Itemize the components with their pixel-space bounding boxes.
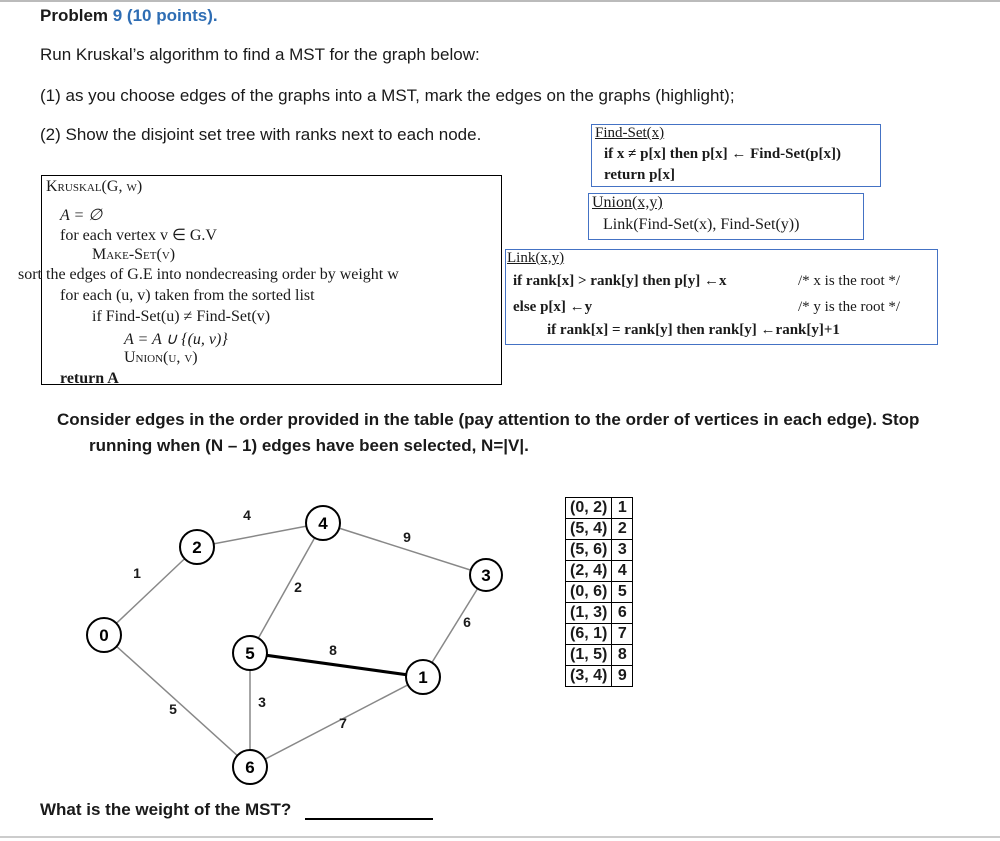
node-3-label: 3 [481, 566, 491, 585]
node-1-label: 1 [418, 668, 428, 687]
edge-order-cell: 3 [612, 540, 633, 561]
edge-cell: (5, 6) [566, 540, 612, 561]
edge-2-4 [197, 523, 323, 547]
link-comment-1: /* x is the root */ [798, 273, 901, 289]
edge-table-row [566, 498, 633, 519]
intro-line-2: (1) as you choose edges of the graphs into a MST, mark the edges on the graphs (highlight); [40, 86, 735, 105]
edge-order-cell: 2 [612, 519, 633, 540]
find-set-title: Find-Set(x) [595, 125, 665, 141]
edge-order-table [565, 497, 633, 687]
edge-weight-label: 9 [403, 529, 411, 545]
kruskal-line-7: A = A ∪ {(u, v)} [124, 331, 228, 348]
edge-weight-label: 4 [243, 507, 251, 523]
edge-weight-label: 1 [133, 565, 141, 581]
edge-order-cell: 1 [612, 498, 633, 519]
union-line-1: Link(Find-Set(x), Find-Set(y)) [603, 216, 800, 233]
intro-line-1: Run Kruskal’s algorithm to find a MST for the graph below: [40, 45, 480, 64]
edge-cell: (0, 6) [566, 582, 612, 603]
edge-order-cell: 7 [612, 624, 633, 645]
edge-order-cell: 8 [612, 645, 633, 666]
edge-0-6 [104, 635, 250, 767]
graph-figure [0, 490, 560, 790]
bottom-rule [0, 836, 1000, 838]
link-line-1: if rank[x] > rank[y] then p[y] ←x [513, 273, 727, 289]
node-2-label: 2 [192, 538, 202, 557]
edge-table-row [566, 666, 633, 687]
mst-weight-question: What is the weight of the MST? [40, 800, 292, 819]
edge-cell: (2, 4) [566, 561, 612, 582]
edge-order-cell: 9 [612, 666, 633, 687]
instructions [57, 407, 957, 459]
kruskal-line-1: A = ∅ [60, 207, 103, 224]
node-6-label: 6 [245, 758, 255, 777]
kruskal-line-2: for each vertex v ∈ G.V [60, 227, 217, 244]
edge-weight-label: 8 [329, 642, 337, 658]
problem-heading [40, 6, 218, 26]
kruskal-line-3: Make-Set(v) [92, 246, 176, 263]
link-box [505, 249, 938, 345]
instructions-line-1: Consider edges in the order provided in the table (pay attention to the order of vertices in each edge). Stop [57, 410, 920, 429]
edge-cell: (3, 4) [566, 666, 612, 687]
instructions-line-2: running when (N – 1) edges have been selected, N=|V|. [89, 436, 529, 455]
kruskal-line-9: return A [60, 370, 119, 387]
union-title: Union(x,y) [592, 194, 663, 211]
edge-6-1 [250, 677, 423, 767]
problem-label: Problem [40, 6, 113, 25]
edge-table-row [566, 645, 633, 666]
find-set-box [591, 124, 881, 187]
kruskal-pseudocode [18, 175, 502, 387]
link-comment-2: /* y is the root */ [798, 299, 901, 315]
kruskal-line-5: for each (u, v) taken from the sorted list [60, 287, 315, 304]
edge-weight-label: 7 [339, 715, 347, 731]
edge-cell: (6, 1) [566, 624, 612, 645]
find-set-line-2: return p[x] [604, 167, 675, 183]
link-line-3: if rank[x] = rank[y] then rank[y] ←rank[y]+1 [547, 322, 840, 338]
edge-weight-label: 2 [294, 579, 302, 595]
node-5-label: 5 [245, 644, 255, 663]
node-0-label: 0 [99, 626, 109, 645]
top-rule [0, 0, 1000, 2]
edge-table-row [566, 582, 633, 603]
kruskal-line-6: if Find-Set(u) ≠ Find-Set(v) [92, 308, 271, 325]
edge-cell: (1, 5) [566, 645, 612, 666]
edge-0-2 [104, 547, 197, 635]
edge-4-5 [250, 523, 323, 653]
kruskal-line-8: Union(u, v) [124, 349, 198, 366]
edge-table-row [566, 624, 633, 645]
edge-table-row [566, 519, 633, 540]
intro-line-3: (2) Show the disjoint set tree with ranks next to each node. [40, 125, 482, 144]
edge-table-row [566, 561, 633, 582]
edge-order-cell: 5 [612, 582, 633, 603]
kruskal-line-4: sort the edges of G.E into nondecreasing order by weight w [18, 266, 399, 283]
edge-cell: (1, 3) [566, 603, 612, 624]
problem-points: 9 (10 points). [112, 6, 218, 25]
link-title: Link(x,y) [507, 250, 565, 266]
edge-weight-label: 6 [463, 614, 471, 630]
find-set-line-1: if x ≠ p[x] then p[x] ← Find-Set(p[x]) [604, 146, 841, 162]
link-line-2: else p[x] ←y [513, 299, 593, 315]
node-4-label: 4 [318, 514, 328, 533]
union-box [588, 193, 864, 240]
edge-cell: (0, 2) [566, 498, 612, 519]
answer-blank[interactable] [305, 818, 433, 820]
edge-cell: (5, 4) [566, 519, 612, 540]
kruskal-title: Kruskal(G, w) [46, 178, 143, 195]
edge-order-cell: 6 [612, 603, 633, 624]
edge-weight-label: 3 [258, 694, 266, 710]
edge-weight-label: 5 [169, 701, 177, 717]
edge-table-row [566, 603, 633, 624]
edge-order-cell: 4 [612, 561, 633, 582]
edge-table-row [566, 540, 633, 561]
